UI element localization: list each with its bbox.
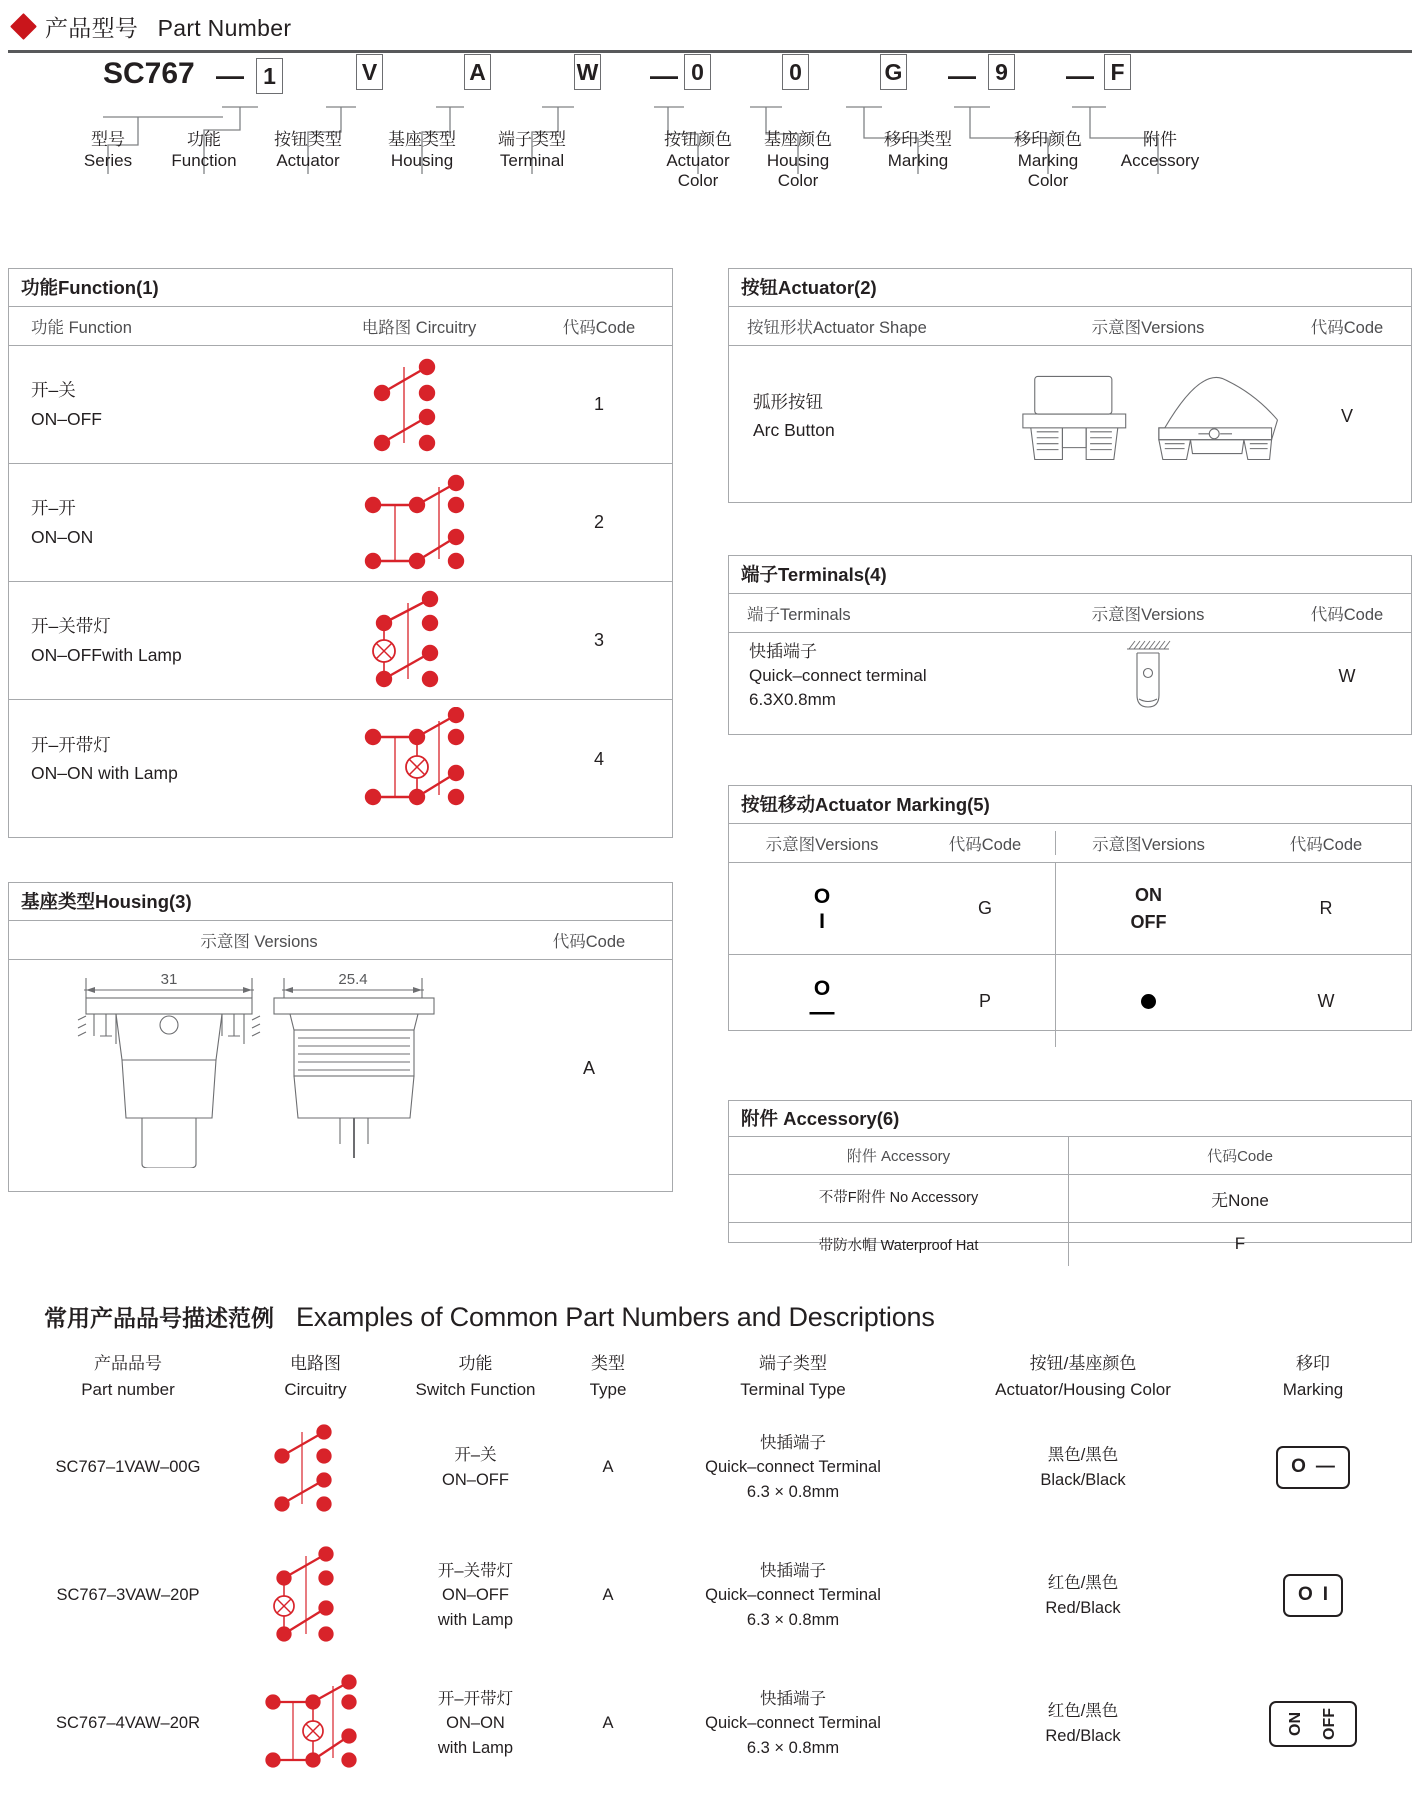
pn-label-marking-color [988,130,1108,192]
pn-label-function-cn: 功能 [187,130,221,149]
marking-off-text: OFF [1130,911,1167,932]
pn-box-function: 1 [256,58,283,94]
example-row-2-terminal-cn: 快插端子 [760,1561,826,1580]
actuator-row [729,346,1411,486]
pn-label-marking-color-cn: 移印颜色 [1014,130,1082,149]
marking-i-glyph: I [1322,1584,1329,1606]
example-row-3-function-en2: with Lamp [437,1739,514,1758]
pn-label-accessory-cn: 附件 [1143,130,1177,149]
pn-label-housing-en: Housing [390,150,454,170]
table-row [729,1223,1411,1266]
pn-dash-3: — [948,60,976,91]
example-row-1-part-number: SC767–1VAW–00G [55,1458,201,1477]
pn-label-actuator-color-en: Actuator [666,150,730,170]
marking-table-header [729,824,1411,863]
pn-label-housing-color-en: Housing [766,150,830,170]
function-row-4-cn: 开–开带灯 [31,734,111,755]
examples-col-header-terminal [648,1351,938,1404]
pn-label-accessory-en: Accessory [1120,150,1200,170]
actuator-front-drawing [1013,368,1137,464]
marking-row-1-code-right [1241,863,1411,954]
housing-table-header [9,921,672,960]
example-row-1-function [383,1443,568,1493]
examples-col-header-terminal-cn: 端子类型 [759,1354,827,1373]
examples-table-header [8,1351,1412,1404]
terminal-drawing [1013,633,1283,719]
terminals-table-header [729,594,1411,633]
marking-badge-o-i [1283,1574,1343,1617]
function-row-4-circuit-diagram [309,700,529,818]
example-row-2-color-cn: 红色/黑色 [1047,1573,1119,1592]
examples-col-header-function [383,1351,568,1404]
pn-label-housing-cn: 基座类型 [388,130,456,149]
actuator-code [1283,346,1411,486]
housing-code-value: A [582,1057,595,1078]
example-row-2-type: A [602,1586,614,1605]
accessory-section [728,1100,1412,1255]
example-row-2-terminal-spec: 6.3 × 0.8mm [746,1611,840,1630]
marking-i-glyph: I [819,909,825,933]
pn-box-housing-color: 0 [782,54,809,90]
example-row-3-terminal [648,1687,938,1761]
terminals-code [1283,633,1411,719]
example-row-2-function-cn: 开–关带灯 [437,1561,514,1580]
housing-dim-width-label: 31 [160,971,178,989]
function-row-3-code [529,582,669,699]
examples-title [8,1300,1412,1333]
marking-row-1-symbol-left [729,863,915,954]
examples-col-header-color-en: Actuator/Housing Color [995,1380,1171,1400]
terminals-section-title: 端子Terminals(4) [729,556,1411,594]
example-row-2-part-number: SC767–3VAW–20P [56,1586,200,1605]
example-row-1-terminal-en: Quick–connect Terminal [705,1458,881,1477]
function-row-1-code [529,346,669,463]
pn-label-housing [362,130,482,171]
example-row-3-color-en: Red/Black [1045,1726,1121,1745]
pn-label-function-en: Function [171,150,237,170]
pn-label-housing-color-cn: 基座颜色 [764,130,832,149]
examples-col-header-function-cn: 功能 [458,1354,493,1373]
table-row [9,464,672,582]
function-row-1-code-value: 1 [593,394,604,415]
actuator-row-en: Arc Button [753,420,835,441]
function-row-2-cn: 开–开 [31,498,76,519]
terminals-row-spec: 6.3X0.8mm [749,690,836,710]
function-section [8,268,673,838]
function-row-1-circuit-diagram [309,346,529,463]
function-row-2-circuit-diagram [309,464,529,581]
marking-badge-on-off [1269,1701,1357,1747]
pn-box-marking: G [880,54,907,90]
function-row-2-code-value: 2 [593,512,604,533]
marking-col-header-code-right: 代码Code [1289,836,1363,855]
function-row-4-code [529,700,669,818]
examples-col-header-part-number-en: Part number [81,1380,175,1400]
marking-dash-glyph: — [1315,1456,1335,1478]
example-row-2-circuit [248,1546,383,1646]
table-row [8,1532,1412,1660]
example-row-3-terminal-cn: 快插端子 [760,1689,826,1708]
marking-dash-glyph: — [809,997,835,1026]
pn-box-actuator-color: 0 [684,54,711,90]
example-row-1-marking [1228,1446,1398,1489]
marking-on-text: ON [1135,884,1162,905]
actuator-col-header-code: 代码Code [1310,319,1384,338]
pn-label-series-cn: 型号 [91,130,125,149]
actuator-section [728,268,1412,503]
function-section-title: 功能Function(1) [9,269,672,307]
pn-label-marking-color-en2: Color [1027,171,1069,191]
table-row [9,700,672,818]
pn-label-actuator [248,130,368,171]
pn-box-actuator: V [356,54,383,90]
housing-dimension-drawing [64,968,454,1168]
examples-col-header-marking [1228,1351,1398,1404]
marking-section-title: 按钮移动Actuator Marking(5) [729,786,1411,824]
pn-box-housing: A [464,54,491,90]
marking-col-header-code-left: 代码Code [948,836,1022,855]
function-row-1-en: ON–OFF [31,408,102,429]
example-row-3-marking [1228,1701,1398,1747]
terminals-col-header-code: 代码Code [1310,606,1384,625]
examples-col-header-type [568,1351,648,1404]
function-row-2-code [529,464,669,581]
accessory-col-header-code: 代码Code [1207,1148,1273,1166]
terminals-code-value: W [1338,665,1356,686]
examples-col-header-type-en: Type [589,1380,627,1400]
actuator-row-cn: 弧形按钮 [753,391,823,412]
actuator-perspective-drawing [1147,368,1283,464]
actuator-section-title: 按钮Actuator(2) [729,269,1411,307]
example-row-1-type: A [602,1458,614,1477]
terminals-col-header-terminals: 端子Terminals [747,606,851,625]
pn-label-housing-color-en2: Color [777,171,819,191]
accessory-row-2-name: 带防水帽 Waterproof Hat [729,1223,1069,1266]
actuator-drawings [1013,346,1283,486]
example-row-3-type: A [602,1714,614,1733]
terminals-col-header-versions: 示意图Versions [1091,606,1205,625]
examples-col-header-color [938,1351,1228,1404]
pn-label-actuator-en: Actuator [276,150,340,170]
marking-o-glyph: O [1297,1584,1313,1606]
terminals-row [729,633,1411,719]
marking-o-glyph: O [813,884,831,908]
accessory-col-header-accessory: 附件 Accessory [729,1137,1069,1174]
example-row-1-terminal [648,1431,938,1505]
pn-label-series-en: Series [83,150,133,170]
function-row-3-en: ON–OFFwith Lamp [31,644,182,665]
terminals-section [728,555,1412,735]
marking-col-header-versions-right: 示意图Versions [1055,831,1241,855]
function-row-3-circuit-diagram [309,582,529,699]
marking-off-text: OFF [1321,1707,1338,1740]
example-row-3-function [383,1687,568,1761]
pn-label-accessory [1100,130,1220,171]
examples-col-header-circuitry [248,1351,383,1404]
marking-row-1-code-left [915,863,1055,954]
diamond-bullet-icon [10,13,37,40]
table-row [8,1660,1412,1788]
function-row-3-code-value: 3 [593,630,604,651]
quick-connect-terminal-drawing [1113,637,1183,715]
function-row-2-en: ON–ON [31,526,94,547]
marking-dot-icon [1141,994,1156,1009]
marking-badge-o-dash [1276,1446,1350,1489]
page-title [45,10,291,43]
example-row-1-function-en: ON–OFF [442,1470,509,1489]
function-row-2-name [9,464,309,581]
example-row-1-color-en: Black/Black [1040,1470,1126,1489]
example-row-2-terminal-en: Quick–connect Terminal [705,1586,881,1605]
marking-row-1-symbol-right [1055,863,1241,954]
marking-row-1-code-right-value: R [1319,898,1333,919]
example-row-2-function-en2: with Lamp [437,1611,514,1630]
function-row-4-name [9,700,309,818]
marking-o-glyph: O [813,976,831,1000]
pn-series-text: SC767 [103,57,195,90]
table-row [729,955,1411,1047]
pn-label-terminal [472,130,592,171]
examples-title-cn: 常用产品品号描述范例 [44,1305,274,1331]
function-row-1-cn: 开–关 [31,380,76,401]
marking-o-glyph: O [1291,1456,1306,1478]
table-row [8,1404,1412,1532]
marking-row-2-symbol-right [1055,955,1241,1047]
pn-label-actuator-color-cn: 按钮颜色 [664,130,732,149]
terminals-row-cn: 快插端子 [749,642,817,662]
housing-row [9,960,672,1176]
pn-label-marking [858,130,978,171]
actuator-row-name [729,346,1013,486]
example-row-3-color-cn: 红色/黑色 [1047,1701,1119,1720]
examples-section [8,1300,1412,1788]
housing-col-header-versions: 示意图 Versions [200,933,318,952]
pn-label-housing-color [738,130,858,192]
actuator-col-header-shape: 按钮形状Actuator Shape [747,319,927,338]
examples-col-header-part-number-cn: 产品品号 [94,1354,162,1373]
actuator-table-header [729,307,1411,346]
pn-dash-4: — [1066,60,1094,91]
pn-label-function [144,130,264,171]
examples-col-header-function-en: Switch Function [415,1380,536,1400]
accessory-row-2-code: F [1234,1234,1246,1254]
example-row-1-terminal-spec: 6.3 × 0.8mm [746,1483,840,1502]
table-row [729,863,1411,955]
terminals-row-name [729,633,1013,719]
marking-row-2-code-right [1241,955,1411,1047]
function-row-3-cn: 开–关带灯 [31,616,111,637]
table-row [9,582,672,700]
pn-label-marking-cn: 移印类型 [884,130,952,149]
part-number-tokens [8,52,1412,104]
example-row-2-terminal [648,1559,938,1633]
example-row-2-color-en: Red/Black [1045,1598,1121,1617]
marking-section [728,785,1412,1031]
example-row-3-terminal-spec: 6.3 × 0.8mm [746,1739,840,1758]
marking-row-1-code-left-value: G [977,898,992,919]
example-row-2-function [383,1559,568,1633]
housing-section-title: 基座类型Housing(3) [9,883,672,921]
example-row-2-function-en: ON–OFF [442,1586,509,1605]
example-row-2-marking [1228,1574,1398,1617]
marking-row-2-code-left-value: P [978,990,991,1011]
function-row-3-name [9,582,309,699]
terminals-row-en: Quick–connect terminal [749,666,927,686]
housing-section [8,882,673,1192]
housing-drawings [9,960,509,1176]
function-col-header-circuitry: 电路图 Circuitry [361,319,477,338]
housing-dim-depth-label: 25.4 [338,971,368,989]
pn-label-marking-en: Marking [887,150,949,170]
examples-col-header-terminal-en: Terminal Type [740,1380,846,1400]
actuator-col-header-versions: 示意图Versions [1091,319,1205,338]
marking-row-2-code-right-value: W [1317,990,1335,1011]
marking-col-header-versions-left: 示意图Versions [765,836,879,855]
example-row-2-color [938,1571,1228,1621]
examples-col-header-circuitry-en: Circuitry [284,1380,347,1400]
pn-label-actuator-cn: 按钮类型 [274,130,342,149]
housing-col-header-code: 代码Code [552,933,626,952]
page-title-cn: 产品型号 [45,15,139,41]
example-row-1-color [938,1443,1228,1493]
accessory-section-title: 附件 Accessory(6) [729,1101,1411,1137]
example-row-3-part-number: SC767–4VAW–20R [56,1714,200,1733]
actuator-code-value: V [1340,405,1353,426]
function-row-4-code-value: 4 [593,748,604,769]
function-table-header [9,307,672,346]
pn-box-terminal: W [574,54,601,90]
function-col-header-function: 功能 Function [31,319,132,338]
pn-box-marking-color: 9 [988,54,1015,90]
marking-on-text: ON [1287,1711,1304,1736]
pn-label-actuator-color-en2: Color [677,171,719,191]
example-row-3-function-cn: 开–开带灯 [437,1689,514,1708]
example-row-1-function-cn: 开–关 [454,1445,497,1464]
example-row-1-circuit [248,1422,383,1514]
pn-dash-1: — [216,60,244,91]
example-row-3-circuit [248,1674,383,1774]
marking-row-2-symbol-left [729,955,915,1047]
accessory-row-1-code: 无None [1211,1191,1269,1211]
table-row [729,1175,1411,1223]
accessory-row-1-name: 不带F附件 No Accessory [729,1175,1069,1222]
examples-col-header-type-cn: 类型 [591,1354,625,1373]
examples-col-header-marking-cn: 移印 [1296,1354,1330,1373]
examples-col-header-color-cn: 按钮/基座颜色 [1029,1354,1137,1373]
examples-col-header-marking-en: Marking [1282,1380,1344,1400]
pn-label-marking-color-en: Marking [1017,150,1079,170]
page-title-en: Part Number [157,15,292,41]
examples-col-header-circuitry-cn: 电路图 [290,1354,341,1373]
pn-box-accessory: F [1104,54,1131,90]
examples-title-en: Examples of Common Part Numbers and Descriptions [296,1302,935,1332]
examples-col-header-part-number [8,1351,248,1404]
example-row-3-terminal-en: Quick–connect Terminal [705,1714,881,1733]
pn-label-terminal-en: Terminal [499,150,565,170]
part-number-decoder [8,52,1412,202]
example-row-1-terminal-cn: 快插端子 [760,1433,826,1452]
accessory-table-header [729,1137,1411,1175]
pn-label-terminal-cn: 端子类型 [498,130,566,149]
function-col-header-code: 代码Code [562,319,636,338]
example-row-3-function-en: ON–ON [446,1714,505,1733]
housing-code [509,960,669,1176]
page-header [8,10,1412,53]
example-row-3-color [938,1699,1228,1749]
function-row-4-en: ON–ON with Lamp [31,763,178,784]
marking-row-2-code-left [915,955,1055,1047]
example-row-1-color-cn: 黑色/黑色 [1047,1445,1119,1464]
function-row-1-name [9,346,309,463]
pn-dash-2: — [650,60,678,91]
table-row [9,346,672,464]
